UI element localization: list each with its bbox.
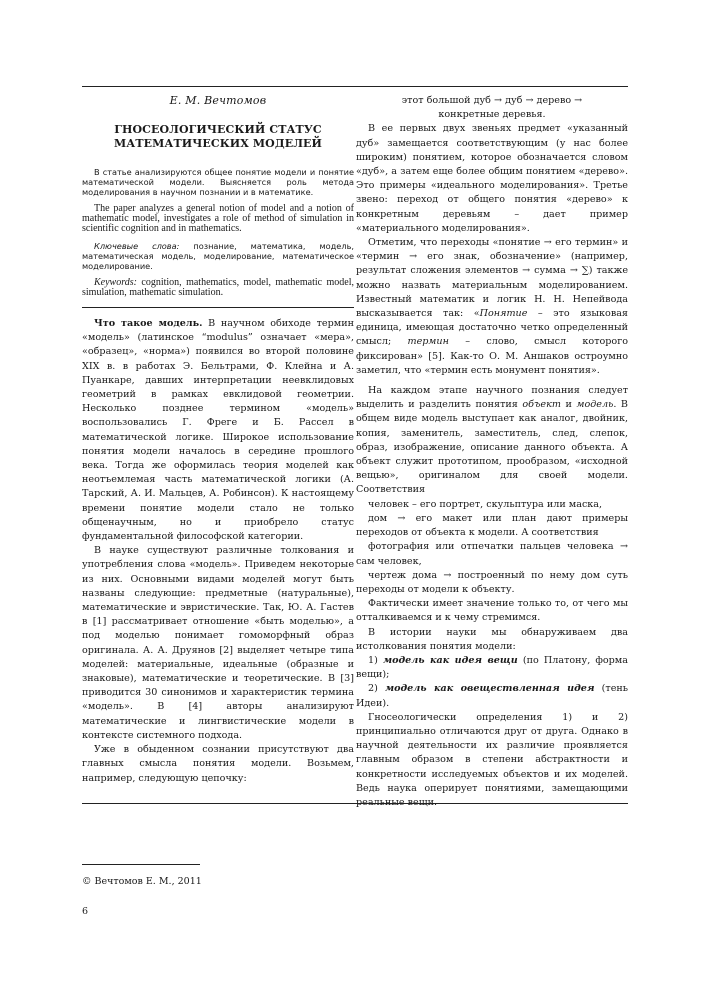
term-concept: Понятие <box>479 308 528 320</box>
paragraph-gnoseology: Гносеологически определения 1) и 2) принципиально отличаются друг от друга. Однако в научной деятельности их различие проявляется главным образом в степени абстрактности и конкретности исследуемых объектов и их моделей. Ведь наука оперирует понятиями, замещающими реальные вещи. <box>356 711 628 808</box>
text-fragment: (по Платону, форма вещи); <box>356 654 628 681</box>
term-term: термин <box>407 336 449 348</box>
text-fragment: На каждом этапе научного познания следует выделить и разделить понятия <box>356 385 628 411</box>
title-line-1: ГНОСЕОЛОГИЧЕСКИЙ СТАТУС <box>114 123 322 136</box>
paragraph-object-model <box>356 384 628 498</box>
text-fragment: – слово, смысл которого фиксирован» [5]. Как-то О. М. Аншаков остроумно заметил, что «термин есть монумент понятия». <box>356 336 628 376</box>
abstract-separator <box>82 307 354 308</box>
title-line-2: МАТЕМАТИЧЕСКИХ МОДЕЛЕЙ <box>114 137 322 150</box>
example-house: дом → его макет или план дают примеры переходов от объекта к модели. А соответствия <box>356 512 628 539</box>
text-fragment: – это языковая единица, имеющая достаточно четко определенный смысл; <box>356 308 628 348</box>
definition-2-term: модель как овеществленная идея <box>384 683 595 695</box>
abstract-en: The paper analyzes a general notion of model and a notion of mathematic model, investigates a role of method of simulation in scientific cognition and in mathematics. <box>82 203 354 234</box>
paragraph-text: В научном обиходе термин «модель» (латинское “modulus” означает «мера», «образец», «норма») появился во второй половине XIX в. в работах Э. Бельтрами, Ф. Клейна и А. Пуанкаре, давших интерпретации неевклидовых геометрий в рамках евклидовой геометрии. Несколько позднее термином «модель» воспользовались Г. Фреге и Б. Рассел в математической логике. Широкое использование понятия модели началось в середине прошлого века. Тогда же оформилась теория моделей как неотъемлемая часть математической логики (А. Тарский, А. И. Мальцев, А. Робинсон). К настоящему времени понятие модели стало не только общенаучным, но и приобрело статус фундаментальной философской категории. <box>82 318 354 543</box>
left-column <box>82 94 354 786</box>
paragraph-interpretations: В науке существуют различные толкования и употребления слова «модель». Приведем некоторые из них. Основными видами моделей могут быть названы следующие: предметные (натуральные), математические и эвристические. Так, Ю. А. Гастев в [1] рассматривает отношение «быть моделью», а под моделью понимает гомоморфный образ оригинала. А. А. Друянов [2] выделяет четыре типа моделей: материальные, идеальные (образные и знаковые), математические и теоретические. В [3] приводится 30 синонимов и характеристик термина «модель». В [4] авторы анализируют математические и лингвистические модели в контексте системного подхода. <box>82 545 354 741</box>
keywords-ru <box>82 241 354 271</box>
text-fragment: (тень Идеи). <box>356 683 628 709</box>
definition-1 <box>356 654 628 682</box>
example-person: человек – его портрет, скульптура или маска, <box>368 498 603 510</box>
keywords-text: познание, математика, модель, математическая модель, моделирование, математическое моделирование. <box>82 241 354 271</box>
text-fragment: 1) <box>368 654 383 666</box>
definition-1-term: модель как идея вещи <box>382 654 518 666</box>
chain-line-2: конкретные деревья. <box>438 109 546 121</box>
right-column <box>356 94 628 810</box>
article-title <box>82 123 354 151</box>
page-number: 6 <box>82 906 89 917</box>
abstract-ru: В статье анализируются общее понятие модели и понятие математической модели. Выясняется роль метода моделирования в научном познании и в математике. <box>82 167 354 197</box>
chain-line-1: этот большой дуб → дуб → дерево → <box>401 95 583 106</box>
paragraph-what-is-model <box>82 317 354 544</box>
footnote-rule <box>82 864 200 865</box>
paragraph-everyday: Уже в обыденном сознании присутствуют два главных смысла понятия модели. Возьмем, например, следующую цепочку: <box>82 744 354 784</box>
keywords-en <box>82 278 354 298</box>
text-fragment: 2) <box>368 683 385 695</box>
example-drawing: чертеж дома → построенный по нему дом суть переходы от модели к объекту. <box>356 569 628 595</box>
paragraph-terms <box>356 236 628 378</box>
text-fragment: Отметим, что переходы «понятие → его термин» и «термин → его знак, обозначение» (например, результат сложения элементов → сумма → ∑) также можно назвать материальным моделированием. Известный математик и логик Н. Н. Непейвода высказывается так: « <box>356 237 628 320</box>
example-photo: фотография или отпечатки пальцев человека → сам человек, <box>356 541 628 567</box>
en-keywords-label: Keywords: <box>94 277 137 288</box>
term-model: модель <box>576 399 614 411</box>
paragraph-history: В истории науки мы обнаруживаем два истолкования понятия модели: <box>356 626 628 652</box>
keywords-label: Ключевые слова: <box>94 241 180 251</box>
term-object: объект <box>522 399 561 411</box>
author-name: Е. М. Вечтомов <box>169 94 267 107</box>
paragraph-actually: Фактически имеет значение только то, от чего мы отталкиваемся и к чему стремимся. <box>356 598 628 624</box>
text-fragment: . В общем виде модель выступает как аналог, двойник, копия, заменитель, заместитель, след, слепок, образ, изображение, описание данного объекта. А объект служит прототипом, прообразом, «исходной вещью», оригиналом для своей модели. Соответствия <box>356 399 628 496</box>
bottom-rule <box>82 803 628 804</box>
en-keywords-text: cognition, mathematics, model, mathematic model, simulation, mathematic simulation. <box>82 277 354 298</box>
paragraph-chain-explanation: В ее первых двух звеньях предмет «указанный дуб» замещается соответствующим (у нас более широким) понятием, которое обозначается словом «дуб», а затем еще более общим понятием «дерево». Это примеры «идеального моделирования». Третье звено: переход от общего понятия «дерево» к конкретным деревьям – дает пример «материального моделирования». <box>356 123 628 234</box>
copyright-note: © Вечтомов Е. М., 2011 <box>82 876 202 887</box>
top-rule <box>82 86 628 87</box>
section-lead: Что такое модель. <box>94 318 203 329</box>
definition-2 <box>356 682 628 710</box>
text-fragment: и <box>560 399 577 411</box>
